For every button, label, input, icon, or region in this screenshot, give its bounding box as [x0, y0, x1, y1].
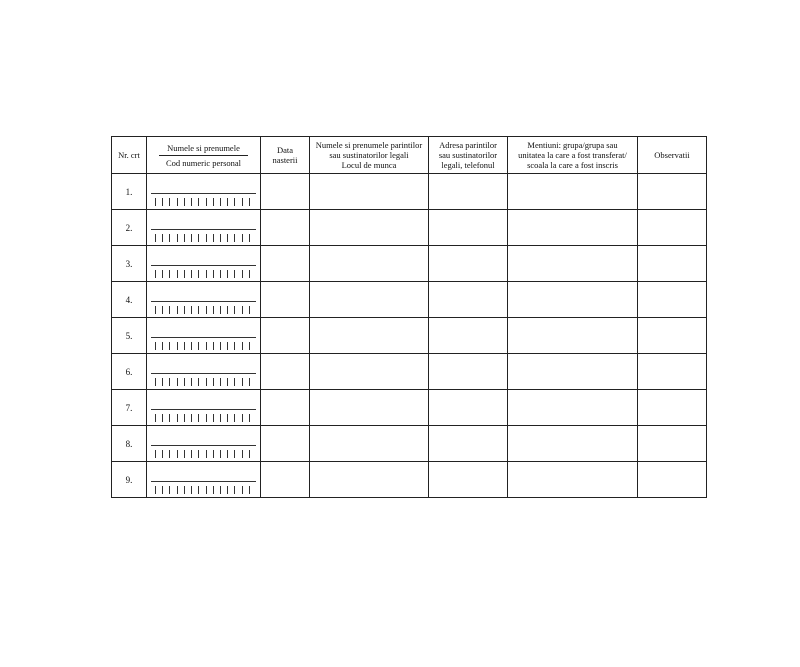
- observations-cell[interactable]: [638, 354, 707, 390]
- cnp-digit-divider: [184, 306, 185, 314]
- cnp-digit-divider: [249, 486, 250, 494]
- observations-cell[interactable]: [638, 318, 707, 354]
- address-cell[interactable]: [429, 174, 508, 210]
- header-mentions-line2: unitatea la care a fost transferat/: [518, 150, 627, 160]
- cnp-digit-divider: [155, 198, 156, 206]
- cnp-digit-divider: [249, 198, 250, 206]
- cnp-boxes: [155, 234, 250, 242]
- name-line: [151, 265, 256, 266]
- header-nr: Nr. crt: [112, 137, 147, 174]
- cnp-digit-divider: [177, 414, 178, 422]
- cnp-digit-divider: [169, 270, 170, 278]
- cnp-digit-divider: [206, 342, 207, 350]
- cnp-digit-divider: [191, 342, 192, 350]
- cnp-digit-divider: [184, 342, 185, 350]
- cnp-digit-divider: [198, 198, 199, 206]
- cnp-boxes: [155, 270, 250, 278]
- address-cell[interactable]: [429, 462, 508, 498]
- cnp-digit-divider: [206, 198, 207, 206]
- header-address-line3: legali, telefonul: [441, 160, 495, 170]
- cnp-boxes: [155, 306, 250, 314]
- header-observations: Observatii: [638, 137, 707, 174]
- cnp-boxes: [155, 198, 250, 206]
- mentions-cell[interactable]: [508, 246, 638, 282]
- cnp-digit-divider: [169, 234, 170, 242]
- header-parents-line3: Locul de munca: [341, 160, 397, 170]
- mentions-cell[interactable]: [508, 426, 638, 462]
- cnp-digit-divider: [162, 306, 163, 314]
- cnp-digit-divider: [155, 378, 156, 386]
- cnp-digit-divider: [234, 342, 235, 350]
- mentions-cell[interactable]: [508, 390, 638, 426]
- cnp-digit-divider: [162, 450, 163, 458]
- birth-date-cell[interactable]: [261, 246, 310, 282]
- birth-date-cell[interactable]: [261, 282, 310, 318]
- cnp-digit-divider: [177, 234, 178, 242]
- row-number: 6.: [112, 354, 147, 390]
- table-row: [112, 174, 707, 210]
- name-cnp-cell[interactable]: [147, 210, 261, 246]
- table-row: [112, 426, 707, 462]
- birth-date-cell[interactable]: [261, 174, 310, 210]
- address-cell[interactable]: [429, 390, 508, 426]
- cnp-digit-divider: [234, 270, 235, 278]
- cnp-digit-divider: [206, 378, 207, 386]
- cnp-digit-divider: [198, 378, 199, 386]
- cnp-digit-divider: [162, 378, 163, 386]
- cnp-boxes: [155, 342, 250, 350]
- cnp-digit-divider: [249, 450, 250, 458]
- observations-cell[interactable]: [638, 282, 707, 318]
- cnp-digit-divider: [220, 414, 221, 422]
- cnp-digit-divider: [242, 234, 243, 242]
- cnp-digit-divider: [213, 378, 214, 386]
- cnp-digit-divider: [198, 342, 199, 350]
- cnp-digit-divider: [184, 234, 185, 242]
- cnp-digit-divider: [169, 414, 170, 422]
- mentions-cell[interactable]: [508, 210, 638, 246]
- cnp-digit-divider: [227, 486, 228, 494]
- parents-cell[interactable]: [310, 426, 429, 462]
- name-cnp-cell[interactable]: [147, 426, 261, 462]
- cnp-digit-divider: [249, 270, 250, 278]
- cnp-digit-divider: [191, 198, 192, 206]
- cnp-digit-divider: [220, 270, 221, 278]
- row-number: 5.: [112, 318, 147, 354]
- cnp-digit-divider: [184, 270, 185, 278]
- header-mentions: [508, 137, 638, 174]
- cnp-digit-divider: [155, 342, 156, 350]
- parents-cell[interactable]: [310, 354, 429, 390]
- cnp-digit-divider: [206, 486, 207, 494]
- cnp-digit-divider: [227, 306, 228, 314]
- cnp-digit-divider: [234, 234, 235, 242]
- birth-date-cell[interactable]: [261, 462, 310, 498]
- cnp-digit-divider: [177, 270, 178, 278]
- header-address-line1: Adresa parintilor: [439, 140, 497, 150]
- observations-cell[interactable]: [638, 246, 707, 282]
- cnp-digit-divider: [242, 198, 243, 206]
- cnp-digit-divider: [162, 486, 163, 494]
- address-cell[interactable]: [429, 282, 508, 318]
- cnp-digit-divider: [213, 450, 214, 458]
- cnp-digit-divider: [213, 270, 214, 278]
- name-cnp-cell[interactable]: [147, 462, 261, 498]
- cnp-digit-divider: [162, 198, 163, 206]
- cnp-digit-divider: [184, 198, 185, 206]
- cnp-digit-divider: [220, 198, 221, 206]
- cnp-digit-divider: [213, 198, 214, 206]
- cnp-digit-divider: [213, 414, 214, 422]
- header-mentions-line3: scoala la care a fost inscris: [527, 160, 618, 170]
- cnp-digit-divider: [242, 414, 243, 422]
- observations-cell[interactable]: [638, 426, 707, 462]
- header-parents: [310, 137, 429, 174]
- cnp-digit-divider: [177, 198, 178, 206]
- row-number: 4.: [112, 282, 147, 318]
- cnp-digit-divider: [227, 198, 228, 206]
- cnp-digit-divider: [169, 378, 170, 386]
- cnp-digit-divider: [206, 270, 207, 278]
- name-cnp-cell[interactable]: [147, 318, 261, 354]
- cnp-digit-divider: [227, 234, 228, 242]
- name-cnp-cell[interactable]: [147, 282, 261, 318]
- cnp-boxes: [155, 486, 250, 494]
- cnp-digit-divider: [198, 450, 199, 458]
- cnp-digit-divider: [198, 270, 199, 278]
- cnp-digit-divider: [220, 486, 221, 494]
- register-table: [111, 136, 707, 498]
- header-name-top: Numele si prenumele: [159, 143, 248, 156]
- header-address: [429, 137, 508, 174]
- observations-cell[interactable]: [638, 390, 707, 426]
- row-number: 9.: [112, 462, 147, 498]
- cnp-digit-divider: [191, 306, 192, 314]
- cnp-digit-divider: [162, 414, 163, 422]
- cnp-digit-divider: [191, 414, 192, 422]
- header-cnp: Cod numeric personal: [165, 157, 242, 168]
- birth-date-cell[interactable]: [261, 318, 310, 354]
- register-body: [112, 174, 707, 498]
- table-row: [112, 354, 707, 390]
- cnp-digit-divider: [177, 378, 178, 386]
- mentions-cell[interactable]: [508, 462, 638, 498]
- cnp-digit-divider: [227, 378, 228, 386]
- cnp-digit-divider: [206, 234, 207, 242]
- name-line: [151, 409, 256, 410]
- cnp-digit-divider: [220, 450, 221, 458]
- header-mentions-line1: Mentiuni: grupa/grupa sau: [527, 140, 618, 150]
- cnp-digit-divider: [169, 306, 170, 314]
- cnp-digit-divider: [206, 414, 207, 422]
- cnp-digit-divider: [198, 486, 199, 494]
- cnp-digit-divider: [213, 342, 214, 350]
- cnp-digit-divider: [249, 414, 250, 422]
- cnp-digit-divider: [169, 198, 170, 206]
- cnp-digit-divider: [249, 306, 250, 314]
- observations-cell[interactable]: [638, 174, 707, 210]
- name-line: [151, 301, 256, 302]
- address-cell[interactable]: [429, 318, 508, 354]
- cnp-digit-divider: [220, 378, 221, 386]
- cnp-digit-divider: [155, 270, 156, 278]
- row-number: 1.: [112, 174, 147, 210]
- cnp-digit-divider: [162, 234, 163, 242]
- cnp-digit-divider: [206, 450, 207, 458]
- cnp-digit-divider: [220, 342, 221, 350]
- cnp-digit-divider: [206, 306, 207, 314]
- cnp-digit-divider: [155, 414, 156, 422]
- cnp-digit-divider: [249, 234, 250, 242]
- cnp-digit-divider: [198, 306, 199, 314]
- address-cell[interactable]: [429, 354, 508, 390]
- cnp-digit-divider: [234, 306, 235, 314]
- address-cell[interactable]: [429, 426, 508, 462]
- cnp-digit-divider: [227, 450, 228, 458]
- parents-cell[interactable]: [310, 318, 429, 354]
- table-row: [112, 318, 707, 354]
- name-line: [151, 193, 256, 194]
- name-cnp-cell[interactable]: [147, 174, 261, 210]
- cnp-digit-divider: [177, 306, 178, 314]
- header-parents-line1: Numele si prenumele parintilor: [315, 140, 423, 150]
- cnp-digit-divider: [227, 270, 228, 278]
- cnp-digit-divider: [191, 270, 192, 278]
- cnp-digit-divider: [155, 486, 156, 494]
- address-cell[interactable]: [429, 246, 508, 282]
- cnp-digit-divider: [169, 342, 170, 350]
- parents-cell[interactable]: [310, 282, 429, 318]
- birth-date-cell[interactable]: [261, 390, 310, 426]
- cnp-digit-divider: [184, 486, 185, 494]
- cnp-digit-divider: [242, 378, 243, 386]
- cnp-digit-divider: [191, 486, 192, 494]
- cnp-digit-divider: [220, 306, 221, 314]
- header-birth-date: [261, 137, 310, 174]
- cnp-digit-divider: [227, 342, 228, 350]
- header-name: [147, 137, 261, 174]
- address-cell[interactable]: [429, 210, 508, 246]
- cnp-digit-divider: [169, 450, 170, 458]
- cnp-digit-divider: [213, 234, 214, 242]
- row-number: 2.: [112, 210, 147, 246]
- observations-cell[interactable]: [638, 210, 707, 246]
- name-cnp-cell[interactable]: [147, 354, 261, 390]
- header-address-line2: sau sustinatorilor: [438, 150, 498, 160]
- cnp-digit-divider: [177, 486, 178, 494]
- name-cnp-cell[interactable]: [147, 390, 261, 426]
- cnp-digit-divider: [249, 378, 250, 386]
- cnp-digit-divider: [155, 306, 156, 314]
- cnp-digit-divider: [242, 486, 243, 494]
- name-line: [151, 337, 256, 338]
- cnp-digit-divider: [184, 414, 185, 422]
- observations-cell[interactable]: [638, 462, 707, 498]
- cnp-digit-divider: [155, 234, 156, 242]
- cnp-digit-divider: [242, 450, 243, 458]
- cnp-digit-divider: [234, 378, 235, 386]
- cnp-digit-divider: [234, 414, 235, 422]
- cnp-digit-divider: [191, 450, 192, 458]
- cnp-boxes: [155, 450, 250, 458]
- birth-date-cell[interactable]: [261, 210, 310, 246]
- cnp-digit-divider: [234, 450, 235, 458]
- cnp-digit-divider: [162, 270, 163, 278]
- mentions-cell[interactable]: [508, 282, 638, 318]
- header-row: [112, 137, 707, 174]
- header-birth-line1: Data: [276, 145, 294, 155]
- cnp-digit-divider: [162, 342, 163, 350]
- cnp-digit-divider: [198, 414, 199, 422]
- parents-cell[interactable]: [310, 174, 429, 210]
- cnp-digit-divider: [234, 198, 235, 206]
- name-cnp-cell[interactable]: [147, 246, 261, 282]
- cnp-digit-divider: [177, 450, 178, 458]
- cnp-digit-divider: [177, 342, 178, 350]
- cnp-digit-divider: [242, 342, 243, 350]
- cnp-digit-divider: [213, 486, 214, 494]
- cnp-digit-divider: [213, 306, 214, 314]
- table-row: [112, 282, 707, 318]
- header-parents-line2: sau sustinatorilor legali: [329, 150, 409, 160]
- cnp-digit-divider: [155, 450, 156, 458]
- table-row: [112, 462, 707, 498]
- row-number: 8.: [112, 426, 147, 462]
- cnp-digit-divider: [227, 414, 228, 422]
- cnp-digit-divider: [220, 234, 221, 242]
- cnp-digit-divider: [191, 234, 192, 242]
- row-number: 7.: [112, 390, 147, 426]
- birth-date-cell[interactable]: [261, 426, 310, 462]
- cnp-boxes: [155, 378, 250, 386]
- cnp-digit-divider: [234, 486, 235, 494]
- parents-cell[interactable]: [310, 390, 429, 426]
- name-line: [151, 373, 256, 374]
- parents-cell[interactable]: [310, 246, 429, 282]
- mentions-cell[interactable]: [508, 318, 638, 354]
- cnp-digit-divider: [242, 270, 243, 278]
- cnp-digit-divider: [191, 378, 192, 386]
- header-birth-line2: nasterii: [272, 155, 298, 165]
- name-line: [151, 229, 256, 230]
- cnp-digit-divider: [242, 306, 243, 314]
- cnp-digit-divider: [184, 378, 185, 386]
- mentions-cell[interactable]: [508, 174, 638, 210]
- table-row: [112, 246, 707, 282]
- cnp-digit-divider: [184, 450, 185, 458]
- name-line: [151, 481, 256, 482]
- table-row: [112, 210, 707, 246]
- parents-cell[interactable]: [310, 210, 429, 246]
- cnp-boxes: [155, 414, 250, 422]
- cnp-digit-divider: [198, 234, 199, 242]
- mentions-cell[interactable]: [508, 354, 638, 390]
- cnp-digit-divider: [169, 486, 170, 494]
- table-row: [112, 390, 707, 426]
- cnp-digit-divider: [249, 342, 250, 350]
- parents-cell[interactable]: [310, 462, 429, 498]
- name-line: [151, 445, 256, 446]
- row-number: 3.: [112, 246, 147, 282]
- birth-date-cell[interactable]: [261, 354, 310, 390]
